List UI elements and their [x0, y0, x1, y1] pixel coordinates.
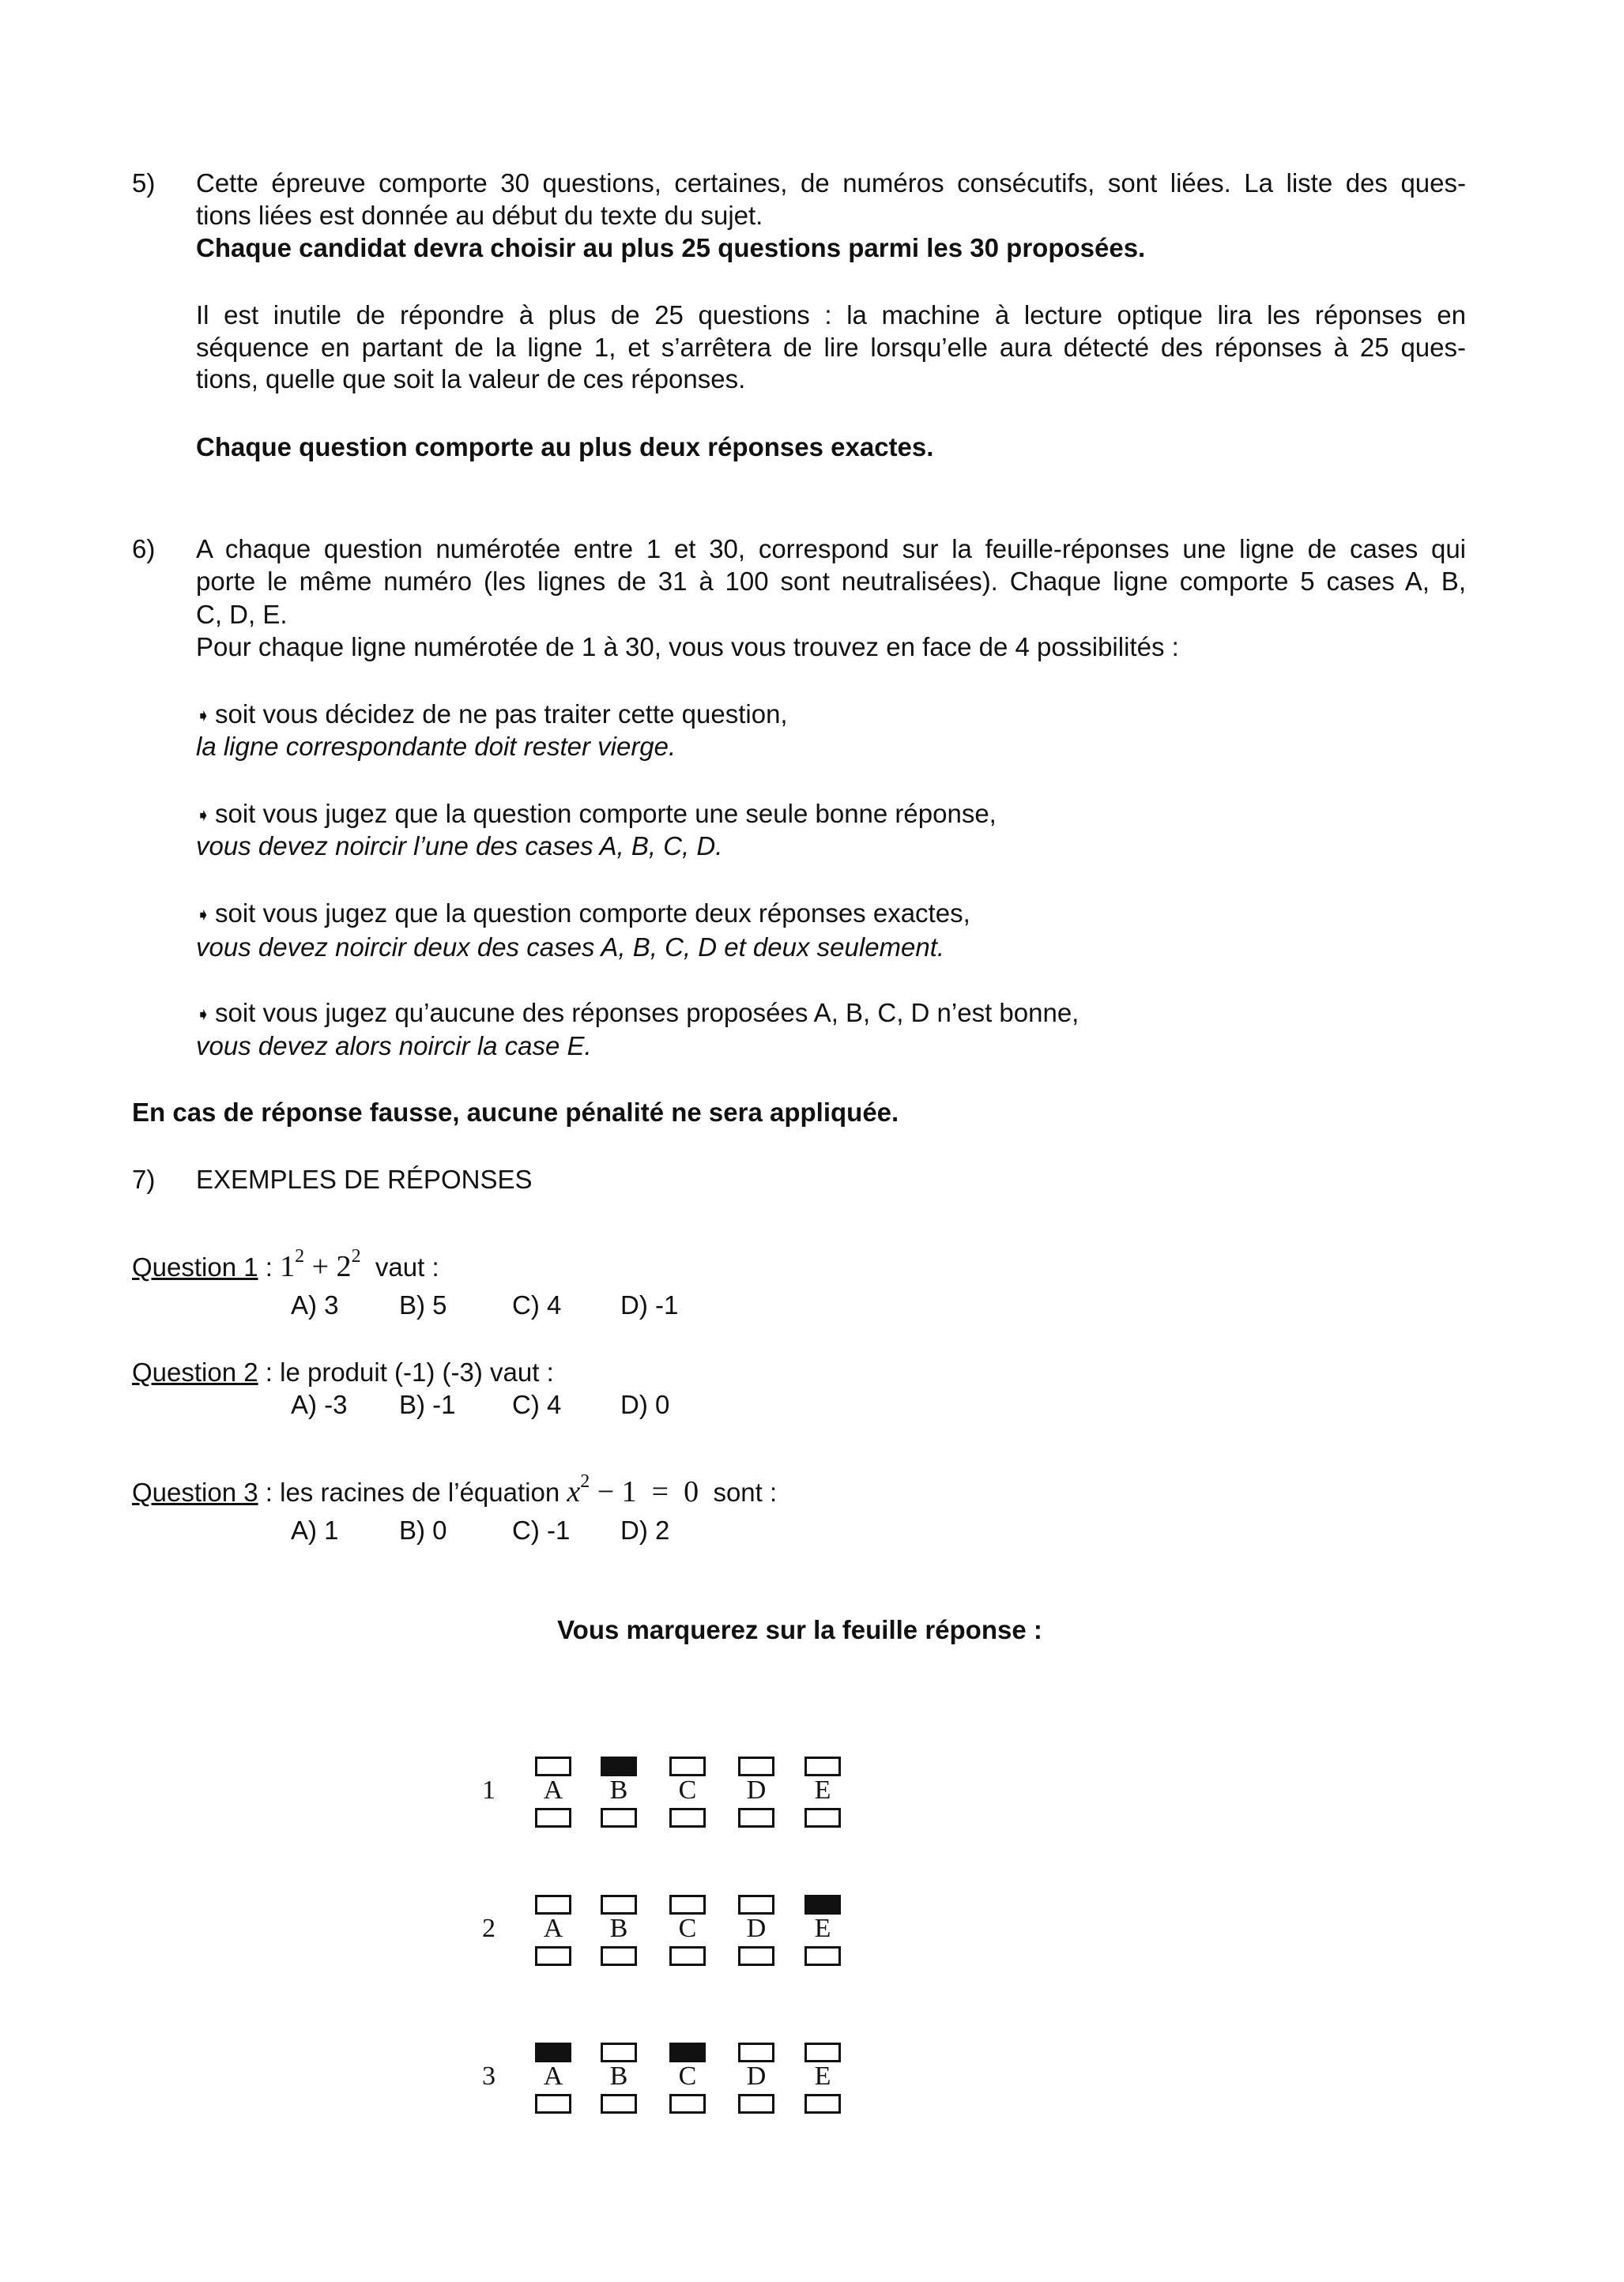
answer-box-top-b[interactable]	[601, 1757, 637, 1776]
answer-box-bottom-c[interactable]	[669, 2094, 706, 2114]
answer-box-letter: C	[678, 2062, 697, 2091]
bullet-text: soit vous jugez que la question comporte deux réponses exactes,	[215, 898, 970, 928]
answer-box-top-c[interactable]	[669, 2043, 706, 2062]
answer-box-bottom-d[interactable]	[738, 1946, 774, 1966]
separator: :	[258, 1358, 281, 1387]
question-label: Question 3	[132, 1478, 258, 1507]
bullet-item	[196, 797, 997, 831]
answer-box-top-e[interactable]	[804, 1895, 841, 1915]
answer-box-top-e[interactable]	[804, 2043, 841, 2062]
answer-box-bottom-e[interactable]	[804, 2094, 841, 2114]
answer-box-bottom-d[interactable]	[738, 2094, 774, 2114]
answer-option: D) 0	[620, 1390, 670, 1419]
answer-option: C) 4	[512, 1290, 562, 1320]
answer-box-bottom-c[interactable]	[669, 1946, 706, 1966]
section-7-number: 7)	[132, 1165, 156, 1194]
bullet-text: soit vous jugez que la question comporte une seule bonne réponse,	[215, 799, 997, 828]
answer-option: B) 0	[399, 1516, 447, 1545]
question-3	[132, 1471, 778, 1508]
question-text: le produit (-1) (-3) vaut :	[280, 1358, 554, 1387]
answer-box-top-d[interactable]	[738, 2043, 774, 2062]
answer-box-letter: A	[543, 2062, 563, 2091]
question-label: Question 1	[132, 1252, 258, 1282]
arrow-bullet-icon: ➧	[196, 1004, 211, 1024]
answer-box-bottom-e[interactable]	[804, 1808, 841, 1828]
answer-option: D) 2	[620, 1516, 670, 1545]
answer-box-bottom-d[interactable]	[738, 1808, 774, 1828]
answer-box-bottom-b[interactable]	[601, 2094, 637, 2114]
answer-option: A) -3	[291, 1390, 348, 1419]
arrow-bullet-icon: ➧	[196, 805, 211, 825]
answer-option: A) 1	[291, 1516, 339, 1545]
question-text: les racines de l’équation	[280, 1478, 560, 1507]
answer-box-letter: B	[609, 1776, 628, 1805]
answer-box-bottom-c[interactable]	[669, 1808, 706, 1828]
arrow-bullet-icon: ➧	[196, 905, 211, 924]
answer-row-number: 2	[482, 1914, 495, 1943]
answer-row-number: 1	[482, 1776, 495, 1805]
answer-box-bottom-a[interactable]	[535, 1808, 571, 1828]
bullet-text: soit vous jugez qu’aucune des réponses proposées A, B, C, D n’est bonne,	[215, 998, 1080, 1027]
section-7-title: EXEMPLES DE RÉPONSES	[196, 1165, 533, 1194]
math-expression: $x^2 - 1 = 0$	[567, 1471, 699, 1508]
bullet-note: vous devez alors noircir la case E.	[196, 1031, 592, 1060]
penalty-note: En cas de réponse fausse, aucune pénalité ne sera appliquée.	[132, 1098, 899, 1127]
answer-row-number: 3	[482, 2062, 495, 2091]
section-5-number: 5)	[132, 168, 156, 198]
section-6-line: porte le même numéro (les lignes de 31 à 100 sont neutralisées). Chaque ligne comporte 5 cases A, B,	[196, 567, 1466, 596]
answer-option: C) -1	[512, 1516, 571, 1545]
answer-box-top-d[interactable]	[738, 1895, 774, 1915]
bullet-note: vous devez noircir deux des cases A, B, C, D et deux seulement.	[196, 932, 945, 962]
question-text: vaut :	[375, 1252, 439, 1282]
section-5-paragraph-line: Il est inutile de répondre à plus de 25 questions : la machine à lecture optique lira les réponses en	[196, 300, 1466, 329]
answer-option: B) -1	[399, 1390, 456, 1419]
answer-box-letter: A	[543, 1776, 563, 1805]
answer-box-letter: C	[678, 1914, 697, 1943]
answer-option: D) -1	[620, 1290, 679, 1320]
answer-box-letter: D	[746, 1776, 767, 1805]
bullet-item	[196, 897, 970, 931]
answer-box-letter: B	[609, 1914, 628, 1943]
answer-box-top-e[interactable]	[804, 1757, 841, 1776]
question-2	[132, 1356, 554, 1388]
section-6-line: C, D, E.	[196, 600, 288, 629]
arrow-bullet-icon: ➧	[196, 706, 211, 725]
bullet-note: vous devez noircir l’une des cases A, B, C, D.	[196, 831, 723, 860]
answer-sheet-title: Vous marquerez sur la feuille réponse :	[557, 1615, 1042, 1644]
question-text: sont :	[713, 1478, 778, 1507]
answer-option: A) 3	[291, 1290, 339, 1320]
math-expression: $1^2 + 2^2$	[280, 1246, 361, 1283]
section-6-line: Pour chaque ligne numérotée de 1 à 30, vous vous trouvez en face de 4 possibilités :	[196, 632, 1179, 661]
section-5-line: Cette épreuve comporte 30 questions, certaines, de numéros consécutifs, sont liées. La liste des ques-	[196, 168, 1466, 198]
bullet-item	[196, 698, 788, 732]
separator: :	[258, 1252, 281, 1282]
answer-box-bottom-b[interactable]	[601, 1808, 637, 1828]
section-5-bold-rule-2: Chaque question comporte au plus deux réponses exactes.	[196, 432, 934, 461]
section-6-line: A chaque question numérotée entre 1 et 30, correspond sur la feuille-réponses une ligne de cases qui	[196, 534, 1466, 563]
answer-box-letter: E	[814, 1776, 831, 1805]
bullet-item	[196, 996, 1079, 1030]
answer-box-bottom-e[interactable]	[804, 1946, 841, 1966]
answer-box-bottom-b[interactable]	[601, 1946, 637, 1966]
answer-box-bottom-a[interactable]	[535, 1946, 571, 1966]
answer-box-letter: D	[746, 1914, 767, 1943]
section-5-paragraph-line: tions, quelle que soit la valeur de ces réponses.	[196, 364, 746, 394]
question-label: Question 2	[132, 1358, 258, 1387]
section-5-paragraph-line: séquence en partant de la ligne 1, et s’arrêtera de lire lorsqu’elle aura détecté des réponses à 25 ques-	[196, 333, 1466, 362]
answer-box-top-c[interactable]	[669, 1895, 706, 1915]
section-5-bold-rule: Chaque candidat devra choisir au plus 25 questions parmi les 30 proposées.	[196, 233, 1146, 262]
bullet-note: la ligne correspondante doit rester vierge.	[196, 732, 676, 761]
answer-box-top-b[interactable]	[601, 1895, 637, 1915]
answer-box-letter: E	[814, 1914, 831, 1943]
question-1	[132, 1246, 439, 1283]
answer-box-bottom-a[interactable]	[535, 2094, 571, 2114]
section-5-line: tions liées est donnée au début du texte du sujet.	[196, 201, 763, 230]
answer-box-letter: E	[814, 2062, 831, 2091]
answer-box-top-c[interactable]	[669, 1757, 706, 1776]
answer-box-top-a[interactable]	[535, 1757, 571, 1776]
answer-option: C) 4	[512, 1390, 562, 1419]
answer-box-top-d[interactable]	[738, 1757, 774, 1776]
answer-box-top-a[interactable]	[535, 1895, 571, 1915]
answer-box-letter: C	[678, 1776, 697, 1805]
answer-box-letter: A	[543, 1914, 563, 1943]
answer-box-top-b[interactable]	[601, 2043, 637, 2062]
answer-box-letter: B	[609, 2062, 628, 2091]
bullet-text: soit vous décidez de ne pas traiter cette question,	[215, 699, 788, 729]
section-6-number: 6)	[132, 534, 156, 563]
separator: :	[258, 1478, 281, 1507]
answer-box-letter: D	[746, 2062, 767, 2091]
answer-box-top-a[interactable]	[535, 2043, 571, 2062]
answer-option: B) 5	[399, 1290, 447, 1320]
